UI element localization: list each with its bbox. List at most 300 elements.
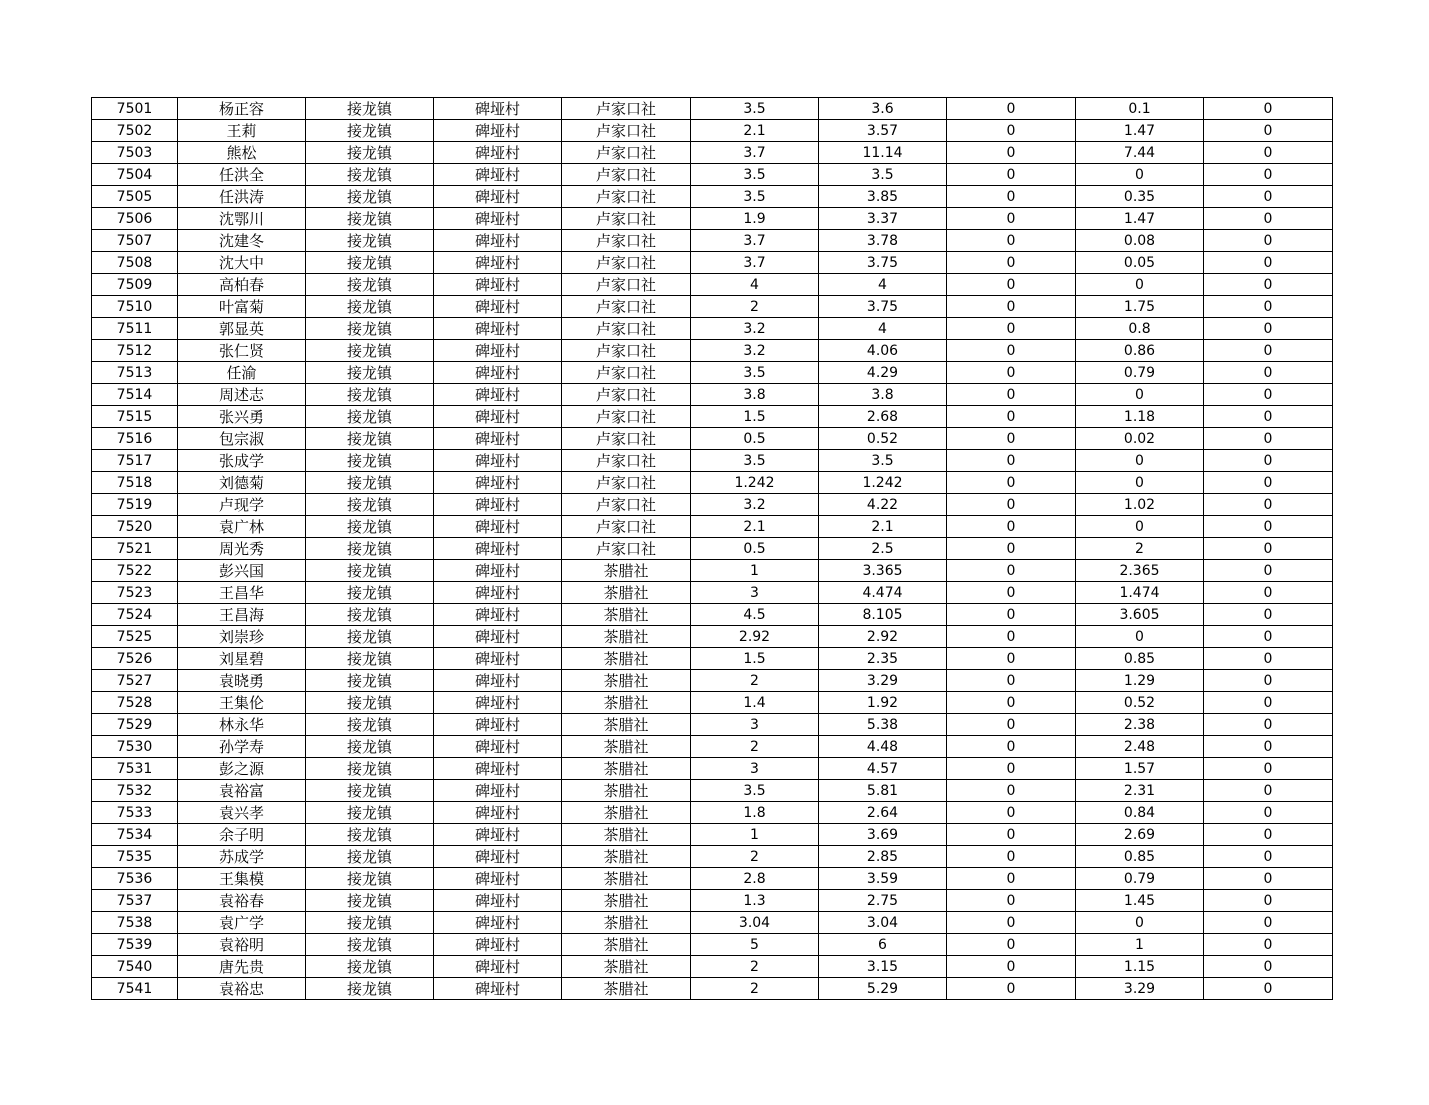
- table-row: [92, 824, 1333, 846]
- village-cell: 碑垭村: [434, 428, 562, 450]
- value-e-cell: 0: [1204, 780, 1333, 802]
- value-a-cell: 2.1: [691, 516, 819, 538]
- value-a-cell: 3.7: [691, 252, 819, 274]
- value-d-cell: 0.85: [1076, 648, 1204, 670]
- value-d-cell: 0.08: [1076, 230, 1204, 252]
- value-d-cell: 1.45: [1076, 890, 1204, 912]
- group-cell: 卢家口社: [562, 516, 691, 538]
- value-d-cell: 0: [1076, 274, 1204, 296]
- value-b-cell: 4.29: [819, 362, 947, 384]
- value-b-cell: 3.37: [819, 208, 947, 230]
- name-cell: 沈建冬: [178, 230, 306, 252]
- village-cell: 碑垭村: [434, 340, 562, 362]
- value-c-cell: 0: [947, 538, 1076, 560]
- id-cell: 7538: [92, 912, 178, 934]
- value-b-cell: 2.92: [819, 626, 947, 648]
- village-cell: 碑垭村: [434, 626, 562, 648]
- group-cell: 卢家口社: [562, 428, 691, 450]
- id-cell: 7533: [92, 802, 178, 824]
- table-row: [92, 846, 1333, 868]
- value-c-cell: 0: [947, 780, 1076, 802]
- group-cell: 茶腊社: [562, 868, 691, 890]
- value-c-cell: 0: [947, 670, 1076, 692]
- value-c-cell: 0: [947, 714, 1076, 736]
- value-e-cell: 0: [1204, 714, 1333, 736]
- table-row: [92, 472, 1333, 494]
- village-cell: 碑垭村: [434, 384, 562, 406]
- table-row: [92, 538, 1333, 560]
- id-cell: 7502: [92, 120, 178, 142]
- town-cell: 接龙镇: [306, 142, 434, 164]
- id-cell: 7527: [92, 670, 178, 692]
- table-row: [92, 318, 1333, 340]
- name-cell: 余子明: [178, 824, 306, 846]
- table-row: [92, 450, 1333, 472]
- name-cell: 孙学寿: [178, 736, 306, 758]
- value-b-cell: 8.105: [819, 604, 947, 626]
- id-cell: 7524: [92, 604, 178, 626]
- value-d-cell: 2.48: [1076, 736, 1204, 758]
- value-d-cell: 0: [1076, 912, 1204, 934]
- value-e-cell: 0: [1204, 956, 1333, 978]
- village-cell: 碑垭村: [434, 472, 562, 494]
- name-cell: 杨正容: [178, 98, 306, 120]
- value-e-cell: 0: [1204, 846, 1333, 868]
- value-a-cell: 0.5: [691, 428, 819, 450]
- value-c-cell: 0: [947, 802, 1076, 824]
- name-cell: 叶富菊: [178, 296, 306, 318]
- group-cell: 卢家口社: [562, 450, 691, 472]
- group-cell: 茶腊社: [562, 560, 691, 582]
- value-e-cell: 0: [1204, 406, 1333, 428]
- value-d-cell: 1.29: [1076, 670, 1204, 692]
- value-c-cell: 0: [947, 582, 1076, 604]
- value-e-cell: 0: [1204, 142, 1333, 164]
- table-row: [92, 890, 1333, 912]
- value-a-cell: 1.5: [691, 648, 819, 670]
- value-b-cell: 3.85: [819, 186, 947, 208]
- value-b-cell: 2.64: [819, 802, 947, 824]
- id-cell: 7516: [92, 428, 178, 450]
- value-e-cell: 0: [1204, 648, 1333, 670]
- table-row: [92, 98, 1333, 120]
- group-cell: 卢家口社: [562, 472, 691, 494]
- group-cell: 卢家口社: [562, 494, 691, 516]
- name-cell: 郭显英: [178, 318, 306, 340]
- town-cell: 接龙镇: [306, 450, 434, 472]
- town-cell: 接龙镇: [306, 912, 434, 934]
- value-b-cell: 4.57: [819, 758, 947, 780]
- value-e-cell: 0: [1204, 164, 1333, 186]
- value-d-cell: 0.85: [1076, 846, 1204, 868]
- town-cell: 接龙镇: [306, 406, 434, 428]
- table-row: [92, 208, 1333, 230]
- value-a-cell: 2: [691, 846, 819, 868]
- name-cell: 张兴勇: [178, 406, 306, 428]
- village-cell: 碑垭村: [434, 868, 562, 890]
- group-cell: 卢家口社: [562, 252, 691, 274]
- town-cell: 接龙镇: [306, 582, 434, 604]
- value-e-cell: 0: [1204, 868, 1333, 890]
- value-e-cell: 0: [1204, 384, 1333, 406]
- value-d-cell: 0.79: [1076, 868, 1204, 890]
- value-c-cell: 0: [947, 296, 1076, 318]
- value-c-cell: 0: [947, 340, 1076, 362]
- table-row: [92, 384, 1333, 406]
- value-a-cell: 3.2: [691, 318, 819, 340]
- value-e-cell: 0: [1204, 120, 1333, 142]
- id-cell: 7515: [92, 406, 178, 428]
- id-cell: 7505: [92, 186, 178, 208]
- town-cell: 接龙镇: [306, 494, 434, 516]
- village-cell: 碑垭村: [434, 516, 562, 538]
- town-cell: 接龙镇: [306, 846, 434, 868]
- value-b-cell: 4.06: [819, 340, 947, 362]
- value-a-cell: 1: [691, 824, 819, 846]
- table-row: [92, 582, 1333, 604]
- name-cell: 周述志: [178, 384, 306, 406]
- value-d-cell: 0.1: [1076, 98, 1204, 120]
- value-d-cell: 0.84: [1076, 802, 1204, 824]
- id-cell: 7518: [92, 472, 178, 494]
- group-cell: 茶腊社: [562, 978, 691, 1000]
- group-cell: 茶腊社: [562, 626, 691, 648]
- id-cell: 7503: [92, 142, 178, 164]
- name-cell: 包宗淑: [178, 428, 306, 450]
- value-d-cell: 1.15: [1076, 956, 1204, 978]
- value-c-cell: 0: [947, 406, 1076, 428]
- table-row: [92, 758, 1333, 780]
- value-a-cell: 1.8: [691, 802, 819, 824]
- value-e-cell: 0: [1204, 934, 1333, 956]
- value-b-cell: 3.75: [819, 252, 947, 274]
- village-cell: 碑垭村: [434, 186, 562, 208]
- value-d-cell: 0.05: [1076, 252, 1204, 274]
- value-a-cell: 3.7: [691, 142, 819, 164]
- value-b-cell: 5.29: [819, 978, 947, 1000]
- value-b-cell: 3.59: [819, 868, 947, 890]
- value-e-cell: 0: [1204, 340, 1333, 362]
- id-cell: 7520: [92, 516, 178, 538]
- value-d-cell: 0: [1076, 450, 1204, 472]
- town-cell: 接龙镇: [306, 208, 434, 230]
- value-c-cell: 0: [947, 824, 1076, 846]
- id-cell: 7510: [92, 296, 178, 318]
- value-a-cell: 4.5: [691, 604, 819, 626]
- table-row: [92, 296, 1333, 318]
- value-d-cell: 1: [1076, 934, 1204, 956]
- town-cell: 接龙镇: [306, 780, 434, 802]
- value-a-cell: 3.2: [691, 340, 819, 362]
- town-cell: 接龙镇: [306, 252, 434, 274]
- group-cell: 卢家口社: [562, 120, 691, 142]
- id-cell: 7512: [92, 340, 178, 362]
- id-cell: 7522: [92, 560, 178, 582]
- value-e-cell: 0: [1204, 670, 1333, 692]
- value-c-cell: 0: [947, 450, 1076, 472]
- value-c-cell: 0: [947, 604, 1076, 626]
- id-cell: 7537: [92, 890, 178, 912]
- value-c-cell: 0: [947, 208, 1076, 230]
- value-a-cell: 3.5: [691, 362, 819, 384]
- value-c-cell: 0: [947, 494, 1076, 516]
- village-cell: 碑垭村: [434, 648, 562, 670]
- table-row: [92, 626, 1333, 648]
- id-cell: 7513: [92, 362, 178, 384]
- name-cell: 熊松: [178, 142, 306, 164]
- value-e-cell: 0: [1204, 362, 1333, 384]
- name-cell: 王昌华: [178, 582, 306, 604]
- village-cell: 碑垭村: [434, 208, 562, 230]
- village-cell: 碑垭村: [434, 758, 562, 780]
- name-cell: 袁兴孝: [178, 802, 306, 824]
- town-cell: 接龙镇: [306, 164, 434, 186]
- table-row: [92, 494, 1333, 516]
- table-row: [92, 604, 1333, 626]
- village-cell: 碑垭村: [434, 934, 562, 956]
- town-cell: 接龙镇: [306, 538, 434, 560]
- value-a-cell: 0.5: [691, 538, 819, 560]
- table-row: [92, 780, 1333, 802]
- value-b-cell: 2.85: [819, 846, 947, 868]
- table-row: [92, 274, 1333, 296]
- name-cell: 彭之源: [178, 758, 306, 780]
- group-cell: 卢家口社: [562, 538, 691, 560]
- value-e-cell: 0: [1204, 516, 1333, 538]
- name-cell: 高柏春: [178, 274, 306, 296]
- village-cell: 碑垭村: [434, 582, 562, 604]
- town-cell: 接龙镇: [306, 802, 434, 824]
- value-e-cell: 0: [1204, 912, 1333, 934]
- village-cell: 碑垭村: [434, 736, 562, 758]
- table-row: [92, 692, 1333, 714]
- value-b-cell: 2.75: [819, 890, 947, 912]
- village-cell: 碑垭村: [434, 802, 562, 824]
- value-a-cell: 2: [691, 978, 819, 1000]
- town-cell: 接龙镇: [306, 824, 434, 846]
- value-e-cell: 0: [1204, 252, 1333, 274]
- value-c-cell: 0: [947, 384, 1076, 406]
- id-cell: 7530: [92, 736, 178, 758]
- value-c-cell: 0: [947, 362, 1076, 384]
- id-cell: 7539: [92, 934, 178, 956]
- value-b-cell: 4: [819, 274, 947, 296]
- name-cell: 袁广学: [178, 912, 306, 934]
- group-cell: 卢家口社: [562, 384, 691, 406]
- group-cell: 卢家口社: [562, 362, 691, 384]
- group-cell: 卢家口社: [562, 274, 691, 296]
- table-row: [92, 714, 1333, 736]
- name-cell: 沈大中: [178, 252, 306, 274]
- table-row: [92, 252, 1333, 274]
- town-cell: 接龙镇: [306, 230, 434, 252]
- name-cell: 王昌海: [178, 604, 306, 626]
- town-cell: 接龙镇: [306, 120, 434, 142]
- id-cell: 7523: [92, 582, 178, 604]
- value-c-cell: 0: [947, 912, 1076, 934]
- village-cell: 碑垭村: [434, 274, 562, 296]
- value-a-cell: 3.8: [691, 384, 819, 406]
- value-a-cell: 3.04: [691, 912, 819, 934]
- value-a-cell: 3.7: [691, 230, 819, 252]
- value-d-cell: 2.31: [1076, 780, 1204, 802]
- name-cell: 刘崇珍: [178, 626, 306, 648]
- name-cell: 任渝: [178, 362, 306, 384]
- village-cell: 碑垭村: [434, 142, 562, 164]
- name-cell: 袁裕明: [178, 934, 306, 956]
- value-a-cell: 3.5: [691, 164, 819, 186]
- village-cell: 碑垭村: [434, 230, 562, 252]
- value-b-cell: 3.04: [819, 912, 947, 934]
- value-c-cell: 0: [947, 186, 1076, 208]
- value-d-cell: 0: [1076, 626, 1204, 648]
- value-a-cell: 3: [691, 582, 819, 604]
- group-cell: 茶腊社: [562, 934, 691, 956]
- town-cell: 接龙镇: [306, 956, 434, 978]
- village-cell: 碑垭村: [434, 604, 562, 626]
- id-cell: 7521: [92, 538, 178, 560]
- value-a-cell: 1: [691, 560, 819, 582]
- id-cell: 7511: [92, 318, 178, 340]
- table-row: [92, 428, 1333, 450]
- value-e-cell: 0: [1204, 274, 1333, 296]
- value-e-cell: 0: [1204, 890, 1333, 912]
- value-a-cell: 2: [691, 736, 819, 758]
- town-cell: 接龙镇: [306, 758, 434, 780]
- value-e-cell: 0: [1204, 208, 1333, 230]
- value-a-cell: 3.5: [691, 98, 819, 120]
- value-b-cell: 1.92: [819, 692, 947, 714]
- town-cell: 接龙镇: [306, 670, 434, 692]
- id-cell: 7528: [92, 692, 178, 714]
- village-cell: 碑垭村: [434, 560, 562, 582]
- id-cell: 7509: [92, 274, 178, 296]
- group-cell: 卢家口社: [562, 296, 691, 318]
- group-cell: 卢家口社: [562, 98, 691, 120]
- value-e-cell: 0: [1204, 582, 1333, 604]
- village-cell: 碑垭村: [434, 780, 562, 802]
- value-e-cell: 0: [1204, 604, 1333, 626]
- value-b-cell: 3.6: [819, 98, 947, 120]
- id-cell: 7534: [92, 824, 178, 846]
- value-c-cell: 0: [947, 516, 1076, 538]
- value-b-cell: 3.5: [819, 164, 947, 186]
- town-cell: 接龙镇: [306, 714, 434, 736]
- group-cell: 茶腊社: [562, 648, 691, 670]
- value-c-cell: 0: [947, 648, 1076, 670]
- name-cell: 刘星碧: [178, 648, 306, 670]
- value-c-cell: 0: [947, 626, 1076, 648]
- value-c-cell: 0: [947, 846, 1076, 868]
- value-b-cell: 2.1: [819, 516, 947, 538]
- table-row: [92, 164, 1333, 186]
- name-cell: 苏成学: [178, 846, 306, 868]
- value-a-cell: 2: [691, 670, 819, 692]
- name-cell: 彭兴国: [178, 560, 306, 582]
- value-d-cell: 0: [1076, 164, 1204, 186]
- group-cell: 卢家口社: [562, 340, 691, 362]
- value-c-cell: 0: [947, 318, 1076, 340]
- village-cell: 碑垭村: [434, 318, 562, 340]
- group-cell: 茶腊社: [562, 956, 691, 978]
- value-a-cell: 5: [691, 934, 819, 956]
- name-cell: 周光秀: [178, 538, 306, 560]
- table-row: [92, 142, 1333, 164]
- value-e-cell: 0: [1204, 472, 1333, 494]
- town-cell: 接龙镇: [306, 736, 434, 758]
- value-c-cell: 0: [947, 230, 1076, 252]
- value-b-cell: 3.365: [819, 560, 947, 582]
- group-cell: 茶腊社: [562, 714, 691, 736]
- value-b-cell: 3.5: [819, 450, 947, 472]
- id-cell: 7508: [92, 252, 178, 274]
- name-cell: 袁晓勇: [178, 670, 306, 692]
- value-b-cell: 3.69: [819, 824, 947, 846]
- name-cell: 王莉: [178, 120, 306, 142]
- value-b-cell: 6: [819, 934, 947, 956]
- id-cell: 7529: [92, 714, 178, 736]
- id-cell: 7506: [92, 208, 178, 230]
- group-cell: 卢家口社: [562, 186, 691, 208]
- name-cell: 袁裕富: [178, 780, 306, 802]
- table-row: [92, 868, 1333, 890]
- value-c-cell: 0: [947, 142, 1076, 164]
- value-e-cell: 0: [1204, 978, 1333, 1000]
- village-cell: 碑垭村: [434, 978, 562, 1000]
- name-cell: 张仁贤: [178, 340, 306, 362]
- table-row: [92, 934, 1333, 956]
- value-c-cell: 0: [947, 868, 1076, 890]
- town-cell: 接龙镇: [306, 340, 434, 362]
- value-c-cell: 0: [947, 978, 1076, 1000]
- value-e-cell: 0: [1204, 450, 1333, 472]
- name-cell: 任洪全: [178, 164, 306, 186]
- value-e-cell: 0: [1204, 494, 1333, 516]
- town-cell: 接龙镇: [306, 604, 434, 626]
- value-e-cell: 0: [1204, 318, 1333, 340]
- table-row: [92, 648, 1333, 670]
- table-row: [92, 186, 1333, 208]
- value-c-cell: 0: [947, 692, 1076, 714]
- town-cell: 接龙镇: [306, 934, 434, 956]
- id-cell: 7532: [92, 780, 178, 802]
- id-cell: 7535: [92, 846, 178, 868]
- value-a-cell: 1.242: [691, 472, 819, 494]
- group-cell: 茶腊社: [562, 890, 691, 912]
- value-a-cell: 3: [691, 714, 819, 736]
- name-cell: 林永华: [178, 714, 306, 736]
- value-b-cell: 2.35: [819, 648, 947, 670]
- value-b-cell: 3.57: [819, 120, 947, 142]
- value-e-cell: 0: [1204, 560, 1333, 582]
- data-table: [91, 97, 1333, 1000]
- value-e-cell: 0: [1204, 736, 1333, 758]
- name-cell: 卢现学: [178, 494, 306, 516]
- town-cell: 接龙镇: [306, 868, 434, 890]
- value-a-cell: 1.4: [691, 692, 819, 714]
- village-cell: 碑垭村: [434, 494, 562, 516]
- id-cell: 7525: [92, 626, 178, 648]
- group-cell: 卢家口社: [562, 230, 691, 252]
- value-a-cell: 3.5: [691, 780, 819, 802]
- village-cell: 碑垭村: [434, 912, 562, 934]
- value-b-cell: 5.38: [819, 714, 947, 736]
- value-a-cell: 1.5: [691, 406, 819, 428]
- value-e-cell: 0: [1204, 186, 1333, 208]
- village-cell: 碑垭村: [434, 164, 562, 186]
- group-cell: 茶腊社: [562, 824, 691, 846]
- town-cell: 接龙镇: [306, 472, 434, 494]
